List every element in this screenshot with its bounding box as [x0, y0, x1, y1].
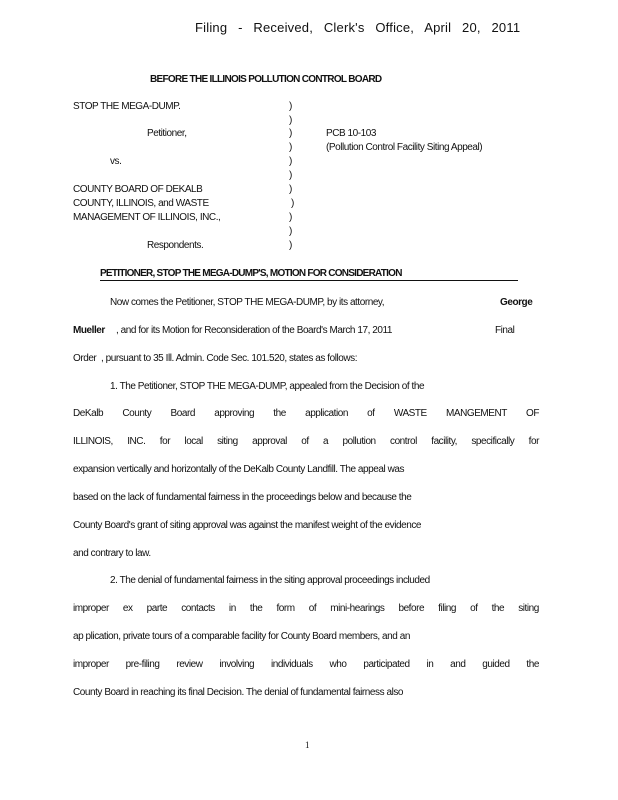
para2-justified-line-1: improper ex parte contacts in the form of mini-hearings before filing of the siting — [73, 603, 539, 614]
para1-justified-line-2: ILLINOIS, INC. for local siting approval of a pollution control facility, specifically for — [73, 436, 539, 447]
caption-paren: ) — [289, 101, 292, 112]
caption-paren: ) — [289, 142, 292, 153]
page-number: 1 — [305, 740, 310, 750]
versus: vs. — [110, 156, 122, 167]
caption-paren: ) — [289, 170, 292, 181]
intro-line-2: , and for its Motion for Reconsideration of the Board's March 17, 2011 — [116, 325, 392, 336]
caption-paren: ) — [289, 184, 292, 195]
respondent-line-1: COUNTY BOARD OF DEKALB — [73, 184, 203, 195]
attorney-first-name: George — [500, 297, 533, 308]
motion-title: PETITIONER, STOP THE MEGA-DUMP'S, MOTION FOR CONSIDERATION — [100, 268, 402, 279]
board-title: BEFORE THE ILLINOIS POLLUTION CONTROL BOARD — [150, 74, 382, 85]
caption-paren: ) — [291, 198, 294, 209]
respondent-line-2: COUNTY, ILLINOIS, and WASTE — [73, 198, 209, 209]
para1-line-5: based on the lack of fundamental fairness in the proceedings below and because the — [73, 492, 412, 503]
caption-paren: ) — [289, 128, 292, 139]
caption-paren: ) — [289, 226, 292, 237]
para1-line-1: 1. The Petitioner, STOP THE MEGA-DUMP, appealed from the Decision of the — [110, 381, 425, 392]
respondent-line-3: MANAGEMENT OF ILLINOIS, INC., — [73, 212, 221, 223]
para2-justified-line-2: improper pre-filing review involving individuals who participated in and guided the — [73, 659, 539, 670]
para2-line-5: County Board in reaching its final Decision. The denial of fundamental fairness also — [73, 687, 404, 698]
para2-line-1: 2. The denial of fundamental fairness in the siting approval proceedings included — [110, 575, 430, 586]
title-underline — [100, 280, 518, 281]
caption-paren: ) — [289, 156, 292, 167]
filing-stamp: Filing - Received, Clerk's Office, April 20, 2011 — [195, 20, 521, 35]
caption-paren: ) — [289, 115, 292, 126]
para1-line-6: County Board's grant of siting approval was against the manifest weight of the evidence — [73, 520, 421, 531]
caption-paren: ) — [289, 240, 292, 251]
intro-line-3: , pursuant to 35 Ill. Admin. Code Sec. 101.520, states as follows: — [101, 353, 358, 364]
attorney-last-name: Mueller — [73, 325, 105, 336]
case-type: (Pollution Control Facility Siting Appeal) — [326, 142, 483, 153]
petitioner-name: STOP THE MEGA-DUMP. — [73, 101, 181, 112]
final-word: Final — [495, 325, 515, 336]
order-word: Order — [73, 353, 97, 364]
caption-paren: ) — [289, 212, 292, 223]
respondent-role: Respondents. — [147, 240, 204, 251]
para1-justified-line-1: DeKalb County Board approving the application of WASTE MANGEMENT OF — [73, 408, 539, 419]
petitioner-role: Petitioner, — [147, 128, 187, 139]
para2-line-3: ap plication, private tours of a comparable facility for County Board members, and an — [73, 631, 410, 642]
para1-line-7: and contrary to law. — [73, 548, 151, 559]
intro-line-1: Now comes the Petitioner, STOP THE MEGA-DUMP, by its attorney, — [110, 297, 385, 308]
case-number: PCB 10-103 — [326, 128, 376, 139]
para1-line-4: expansion vertically and horizontally of the DeKalb County Landfill. The appeal was — [73, 464, 405, 475]
